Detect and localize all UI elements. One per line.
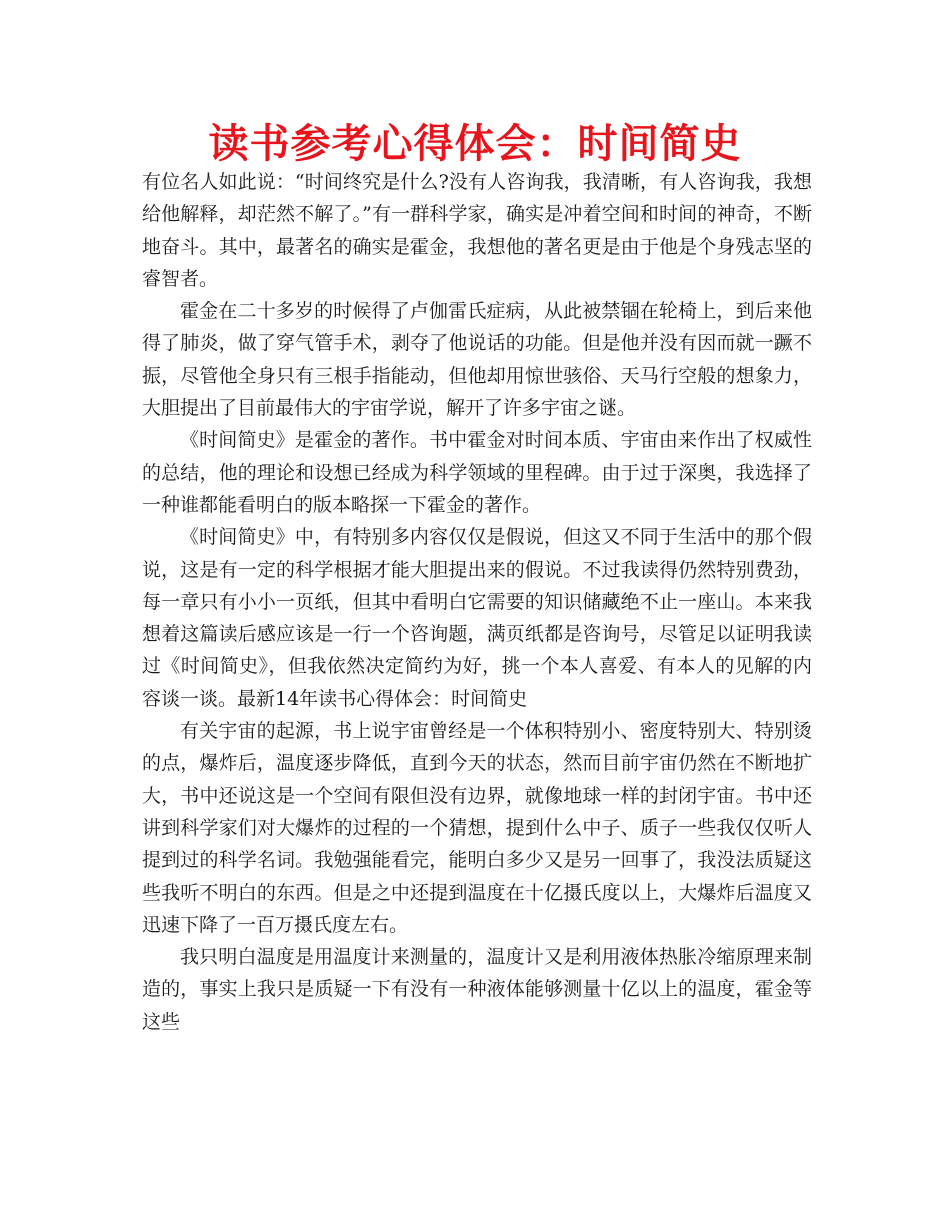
paragraph-5: 有关宇宙的起源，书上说宇宙曾经是一个体积特别小、密度特别大、特别烫的点，爆炸后，温度逐步降低，直到今天的状态，然而目前宇宙仍然在不断地扩大，书中还说这是一个空间有限但没有边界，就像地球一样的封闭宇宙。书中还讲到科学家们对大爆炸的过程的一个猜想，提到什么中子、质子一些我仅仅听人提到过的科学名词。我勉强能看完，能明白多少又是另一回事了，我没法质疑这些我听不明白的东西。但是之中还提到温度在十亿摄氏度以上，大爆炸后温度又迅速下降了一百万摄氏度左右。 <box>142 720 812 936</box>
paragraph-1: 有位名人如此说：“时间终究是什么?没有人咨询我，我清晰，有人咨询我，我想给他解释，却茫然不解了。”有一群科学家，确实是冲着空间和时间的神奇，不断地奋斗。其中，最著名的确实是霍金，我想他的著名更是由于他是个身残志坚的睿智者。 <box>142 171 812 290</box>
paragraph-6: 我只明白温度是用温度计来测量的，温度计又是利用液体热胀冷缩原理来制造的，事实上我只是质疑一下有没有一种液体能够测量十亿以上的温度，霍金等这些 <box>142 946 812 1033</box>
document-title: 读书参考心得体会：时间简史 <box>208 120 742 167</box>
paragraph-2: 霍金在二十多岁的时候得了卢伽雷氏症病，从此被禁锢在轮椅上，到后来他得了肺炎，做了穿气管手术，剥夺了他说话的功能。但是他并没有因而就一蹶不振，尽管他全身只有三根手指能动，但他却用惊世骇俗、天马行空般的想象力，大胆提出了目前最伟大的宇宙学说，解开了许多宇宙之谜。 <box>142 300 812 420</box>
document-body <box>142 166 812 1038</box>
paragraph-4: 《时间简史》中，有特别多内容仅仅是假说，但这又不同于生活中的那个假说，这是有一定的科学根据才能大胆提出来的假说。不过我读得仍然特别费劲，每一章只有小小一页纸，但其中看明白它需要的知识储藏绝不止一座山。本来我想着这篇读后感应该是一行一个咨询题，满页纸都是咨询号，尽管足以证明我读过《时间简史》，但我依然决定简约为好，挑一个本人喜爱、有本人的见解的内容谈一谈。最新14年读书心得体会：时间简史 <box>142 526 812 710</box>
paragraph-3: 《时间简史》是霍金的著作。书中霍金对时间本质、宇宙由来作出了权威性的总结，他的理论和设想已经成为科学领域的里程碑。由于过于深奥，我选择了一种谁都能看明白的版本略探一下霍金的著作。 <box>142 429 812 516</box>
